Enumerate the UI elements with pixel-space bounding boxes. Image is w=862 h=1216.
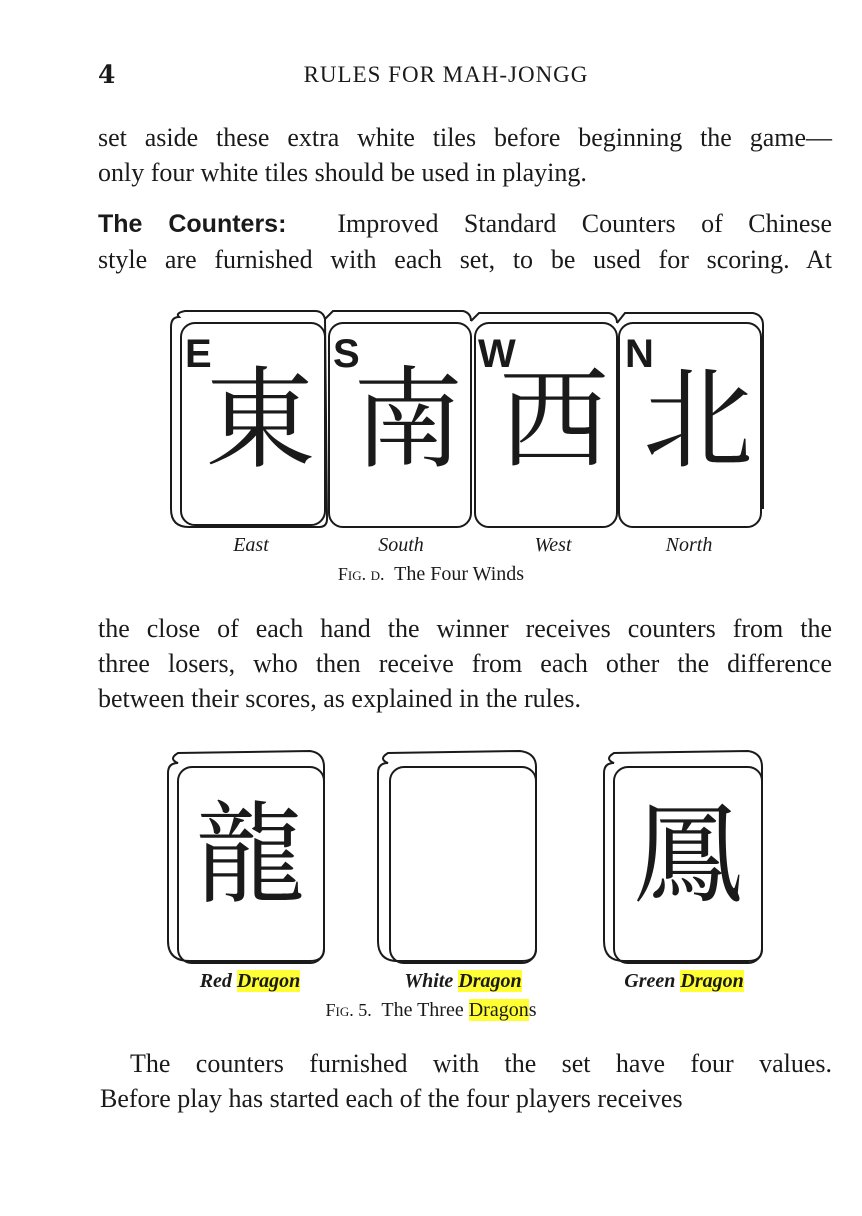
figure-number: Fig. d.: [337, 564, 385, 584]
green-dragon-glyph: 鳳: [633, 791, 743, 919]
label-south: South: [378, 534, 424, 556]
text-line: three losers, who then receive from each other the difference: [98, 649, 832, 678]
section-heading: The Counters:: [98, 210, 287, 238]
text-line: style are furnished with each set, to be used for scoring. At: [98, 245, 832, 274]
wind-letter-south: S: [333, 332, 360, 376]
text-line: set aside these extra white tiles before beginning the game—: [98, 123, 832, 152]
wind-letter-east: E: [185, 332, 212, 376]
label-color: Red: [199, 970, 232, 992]
figure-5-caption: [0, 999, 862, 1022]
figure-number: Fig. 5.: [325, 1000, 372, 1020]
figure-title-suffix: s: [528, 999, 537, 1021]
wind-letter-west: W: [478, 332, 516, 376]
text-line: the close of each hand the winner receives counters from the: [98, 614, 832, 643]
paragraph-3: [98, 611, 832, 716]
label-west: West: [534, 534, 572, 556]
highlighted-word: Dragon: [236, 970, 301, 992]
wind-letter-north: N: [625, 332, 654, 376]
label-color: Green: [624, 970, 676, 992]
text-line: between their scores, as explained in the rules.: [98, 684, 581, 713]
figure-d-caption: [0, 563, 862, 586]
running-title: RULES FOR MAH-JONGG: [303, 62, 589, 87]
east-wind-glyph: 東: [205, 356, 315, 484]
highlighted-word: Dragon: [458, 970, 522, 992]
highlighted-word: Dragon: [680, 970, 744, 992]
text-line: only four white tiles should be used in playing.: [98, 158, 587, 187]
label-color: White: [404, 970, 454, 992]
label-east: East: [233, 534, 269, 556]
label-north: North: [665, 534, 713, 556]
text-line: The counters furnished with the set have four values.: [130, 1049, 832, 1078]
text-line: [98, 206, 832, 242]
west-wind-glyph: 西: [499, 356, 609, 484]
figure-title: The Four Winds: [394, 563, 525, 585]
page-number: 4: [98, 60, 116, 89]
figure-title: The Three: [381, 999, 464, 1021]
paragraph-4: [100, 1046, 832, 1116]
label-green-dragon: [594, 970, 774, 993]
red-dragon-glyph: 龍: [195, 791, 305, 919]
highlighted-word: Dragon: [468, 999, 529, 1021]
north-wind-glyph: 北: [643, 356, 753, 484]
south-wind-glyph: 南: [353, 356, 463, 484]
paragraph-2: [98, 206, 832, 277]
label-white-dragon: [373, 970, 553, 993]
label-red-dragon: [160, 970, 340, 993]
text-run: Improved Standard Counters of Chinese: [337, 209, 833, 238]
paragraph-1: [98, 120, 832, 190]
text-line: Before play has started each of the four players receives: [100, 1084, 683, 1113]
